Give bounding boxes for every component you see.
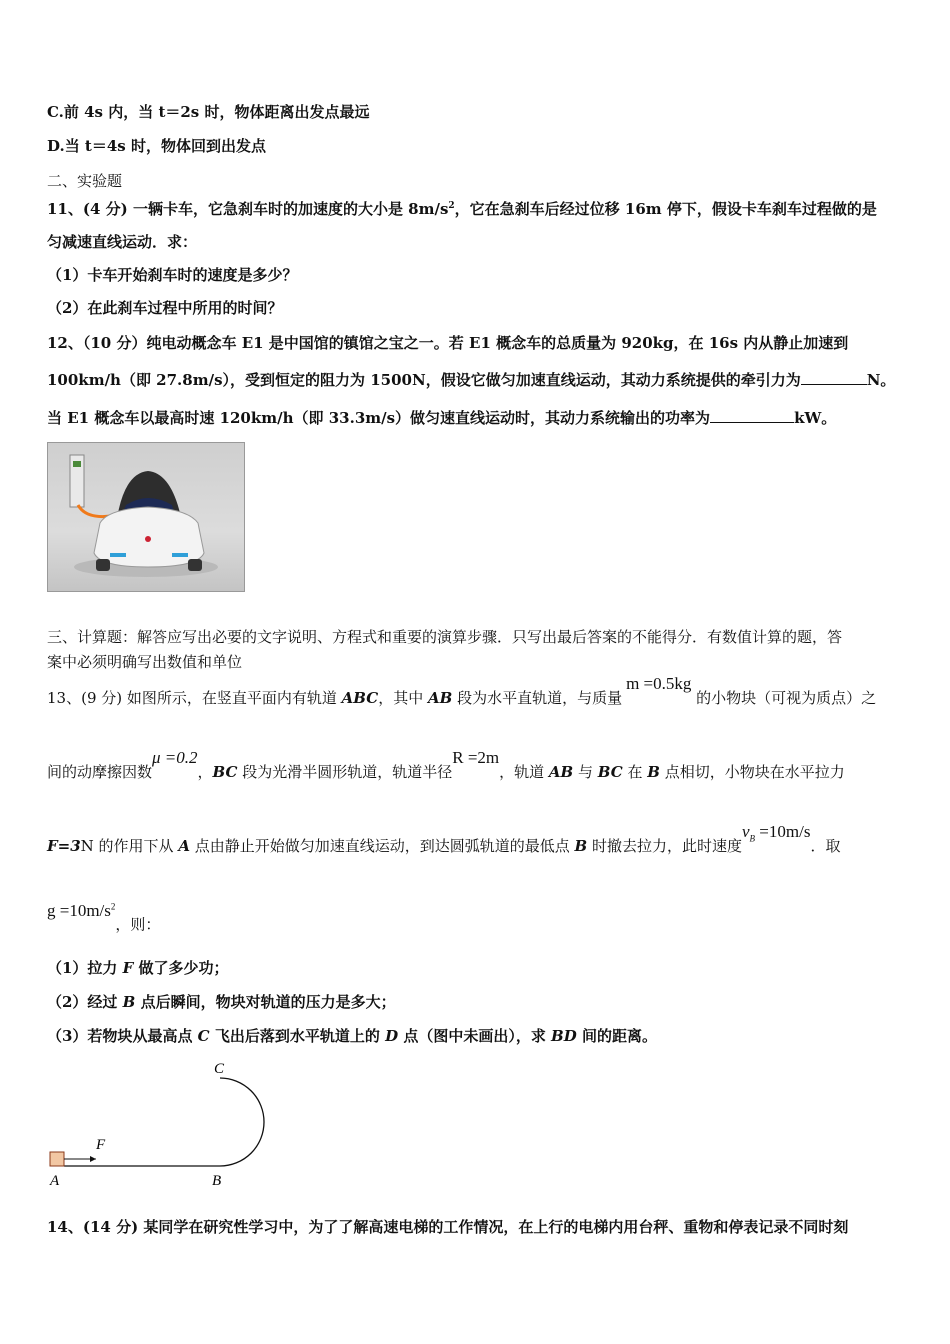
answer-blank-power	[710, 408, 794, 423]
label-f: F	[96, 1137, 106, 1153]
question-12-line-3: 当 E1 概念车以最高时速 120km/h（即 33.3m/s）做匀速直线运动时，其动力系统输出的功率为 kW。	[47, 409, 837, 427]
label-a: A	[50, 1173, 60, 1189]
section-3-title-line-1: 三、计算题：解答应写出必要的文字说明、方程式和重要的演算步骤．只写出最后答案的不能得分．有数值计算的题，答	[47, 628, 843, 646]
force-arrow-head	[90, 1156, 96, 1162]
concept-car-photo	[47, 442, 245, 592]
question-14-line-1: 14、(14 分) 某同学在研究性学习中，为了了解高速电梯的工作情况，在上行的电梯内用台秤、重物和停表记录不同时刻	[47, 1218, 849, 1236]
label-c: C	[214, 1061, 225, 1077]
mass-formula: m =0.5kg	[626, 674, 692, 693]
question-11-part-2: （2）在此刹车过程中所用的时间？	[47, 299, 283, 317]
question-13-part-1: （1）拉力 F 做了多少功；	[47, 959, 229, 977]
section-2-title: 二、实验题	[47, 172, 123, 190]
question-12-line-2: 100km/h（即 27.8m/s），受到恒定的阻力为 1500N，假设它做匀加速直线运动，其动力系统提供的牵引力为 N。	[47, 371, 896, 389]
small-block	[50, 1152, 64, 1166]
question-11-line-1: 11、(4 分) 一辆卡车，它急刹车时的加速度的大小是 $8m/s^2$，它在急刹车后经过位移 16m 停下，假设卡车刹车过程做的是	[47, 200, 877, 218]
question-13-line-2: 间的动摩擦因数μ =0.2，BC 段为光滑半圆形轨道，轨道半径R =2m，轨道 AB 与 BC 在 B 点相切，小物块在水平拉力	[47, 748, 845, 781]
question-12-line-1: 12、（10 分）纯电动概念车 E1 是中国馆的镇馆之宝之一。若 E1 概念车的总质量为 920kg，在 16s 内从静止加速到	[47, 334, 849, 352]
question-13-line-3: F=3N 的作用下从 A 点由静止开始做匀加速直线运动，到达圆弧轨道的最低点 B 时撤去拉力，此时速度$v_B =10m/s$．取	[47, 822, 841, 855]
concept-car-image	[48, 443, 244, 591]
section-3-title-line-2: 案中必须明确写出数值和单位	[47, 653, 243, 671]
option-c: C.前 4s 内，当 t＝2s 时，物体距离出发点最远	[47, 103, 370, 121]
friction-coefficient-formula: μ =0.2	[152, 748, 198, 767]
question-13-line-1: 13、(9 分) 如图所示，在竖直平面内有轨道 ABC，其中 AB 段为水平直轨道，与质量m =0.5kg 的小物块（可视为质点）之	[47, 674, 877, 707]
answer-blank-force	[801, 370, 867, 385]
question-13-line-4: $g =10m/s^2$，则：	[47, 900, 161, 934]
option-d: D.当 t＝4s 时，物体回到出发点	[47, 137, 266, 155]
question-13-part-3: （3）若物块从最高点 C 飞出后落到水平轨道上的 D 点（图中未画出），求 BD 间的距离。	[47, 1027, 657, 1045]
radius-formula: R =2m	[452, 748, 500, 767]
semicircle-track-bc	[220, 1078, 264, 1166]
question-11-line-2: 匀减速直线运动．求：	[47, 233, 198, 251]
question-11-part-1: （1）卡车开始刹车时的速度是多少？	[47, 266, 298, 284]
label-b: B	[212, 1173, 222, 1189]
question-13-part-2: （2）经过 B 点后瞬间，物块对轨道的压力是多大；	[47, 993, 396, 1011]
velocity-formula: $v_B =10m/s$	[741, 822, 811, 844]
gravity-formula: $g =10m/s^2$	[47, 900, 116, 920]
track-diagram	[40, 1052, 280, 1192]
